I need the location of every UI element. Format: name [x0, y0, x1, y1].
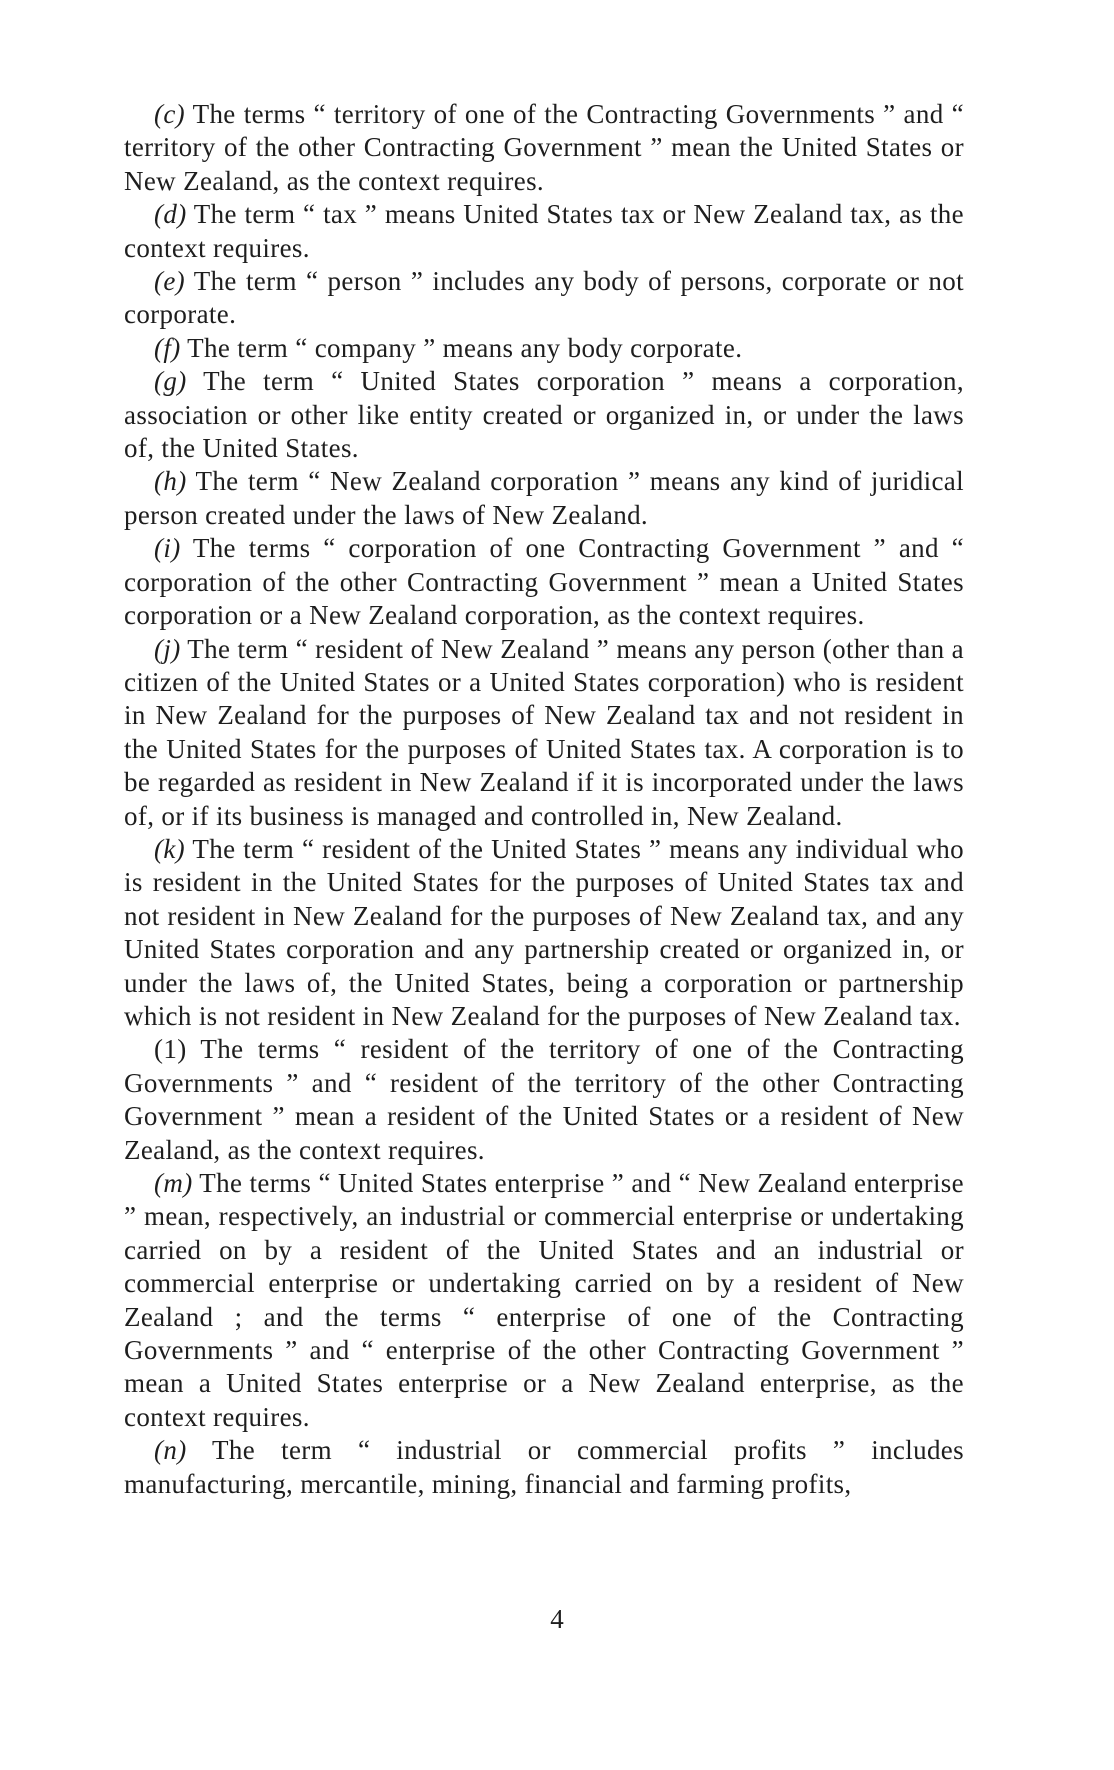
- definition-label: (m): [154, 1168, 193, 1198]
- definition-d-paragraph: [124, 198, 964, 265]
- definition-label: (h): [154, 466, 187, 497]
- definition-label: (j): [154, 633, 181, 664]
- definition-label: (f): [154, 332, 181, 363]
- definition-text: The term “ company ” means any body corporate.: [180, 332, 743, 363]
- definition-n-paragraph: [124, 1434, 964, 1501]
- definition-text: The term “ tax ” means United States tax or New Zealand tax, as the context requires.: [124, 199, 964, 263]
- definition-i-paragraph: [124, 532, 964, 632]
- definition-j-paragraph: [124, 633, 964, 833]
- definition-text: The term “ industrial or commercial profits ” includes manufacturing, mercantile, mining, financial and farming profits,: [124, 1435, 964, 1499]
- definition-c-paragraph: [124, 98, 964, 198]
- definition-text: The term “ person ” includes any body of persons, corporate or not corporate.: [124, 266, 964, 330]
- definition-label: (1): [154, 1034, 187, 1065]
- definition-text: The term “ United States corporation ” means a corporation, association or other like entity created or organized in, or under the laws of, the United States.: [124, 366, 964, 464]
- definition-text: The term “ resident of the United States ” means any individual who is resident in the United States for the purposes of United States tax and not resident in New Zealand for the purposes of New Zealand tax, and any United States corporation and any partnership created or organized in, or under the laws of, the United States, being a corporation or partnership which is not resident in New Zealand for the purposes of New Zealand tax.: [124, 833, 964, 1031]
- definition-label: (c): [154, 99, 186, 129]
- definition-k-paragraph: [124, 833, 964, 1033]
- definition-label: (n): [154, 1435, 187, 1466]
- definition-text: The terms “ territory of one of the Contracting Governments ” and “ territory of the other Contracting Government ” mean the United States or New Zealand, as the context requires.: [124, 99, 964, 196]
- definition-text: The terms “ United States enterprise ” and “ New Zealand enterprise ” mean, respectively, an industrial or commercial enterprise or undertaking carried on by a resident of the United States and an industrial or commercial enterprise or undertaking carried on by a resident of New Zealand ; and the terms “ enterprise of one of the Contracting Governments ” and “ enterprise of the other Contracting Government ” mean a United States enterprise or a New Zealand enterprise, as the context requires.: [124, 1168, 964, 1432]
- definition-text: The term “ resident of New Zealand ” means any person (other than a citizen of the United States or a United States corporation) who is resident in New Zealand for the purposes of New Zealand tax and not resident in the United States for the purposes of United States tax. A corporation is to be regarded as resident in New Zealand if it is incorporated under the laws of, or if its business is managed and controlled in, New Zealand.: [124, 633, 964, 831]
- definition-f-paragraph: [124, 332, 964, 365]
- definition-label: (e): [154, 266, 186, 297]
- definition-l-paragraph: [124, 1033, 964, 1167]
- definition-text: The terms “ corporation of one Contracting Government ” and “ corporation of the other Contracting Government ” mean a United States corporation or a New Zealand corporation, as the context requires.: [124, 533, 964, 631]
- definition-label: (g): [154, 366, 187, 397]
- definition-text: The term “ New Zealand corporation ” means any kind of juridical person created under the laws of New Zealand.: [124, 466, 964, 530]
- definition-label: (d): [154, 199, 187, 230]
- definition-label: (k): [154, 833, 186, 864]
- definition-e-paragraph: [124, 265, 964, 332]
- definition-h-paragraph: [124, 465, 964, 532]
- definitions-text: [124, 98, 964, 1501]
- definition-label: (i): [154, 533, 181, 564]
- definition-text: The terms “ resident of the territory of one of the Contracting Governments ” and “ resident of the territory of the other Contracting Government ” mean a resident of the United States or a resident of New Zealand, as the context requires.: [124, 1034, 964, 1165]
- page-number: 4: [550, 1604, 564, 1634]
- definition-m-paragraph: [124, 1167, 964, 1434]
- definition-g-paragraph: [124, 365, 964, 465]
